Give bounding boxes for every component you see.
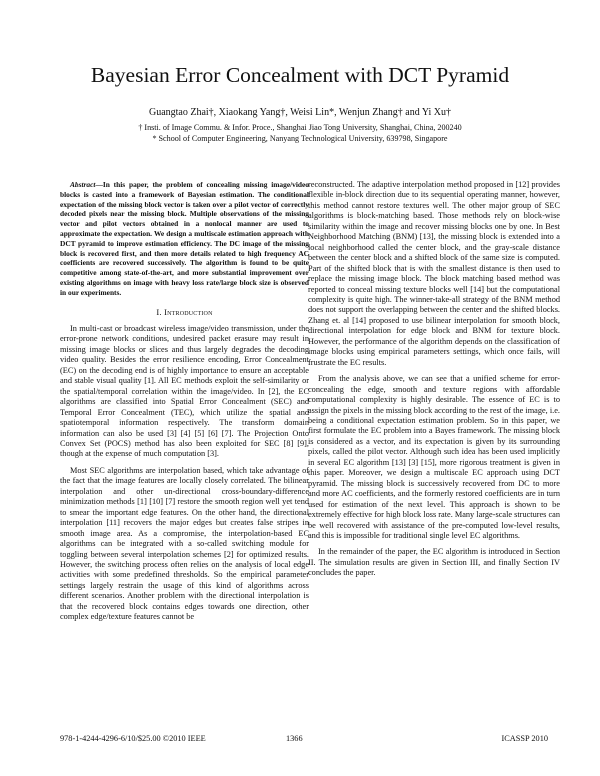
intro-paragraph-2: Most SEC algorithms are interpolation based, which take advantage of the fact that the image features are locally closely correlated. The bilinear interpolation and other un-directional cross-boundary-difference minimization methods [1] [10] [7] restore the smooth region well yet tend to smear the important edge features. On the other hand, the directional interpolation [11] recovers the major edges but creates false stripes in smooth image area. As a compromise, the interpolation-based EC algorithms can be integrated with a so-called switching module for toggling between several interpolation schemes [2] for optimized results. However, the switching process often relies on the analysis of local edge activities with some predefined thresholds. So the empirical parameter settings largely restrain the usage of this kind of algorithms across different scenarios. Another problem with the directional interpolation is that the recovered block contains edges towards one direction, other complex edge/texture features cannot be: [60, 465, 309, 622]
affiliation-ntu: * School of Computer Engineering, Nanyang Technological University, 639798, Singapore: [152, 134, 448, 143]
abstract-lead: Abstract: [70, 180, 96, 189]
affiliations: [0, 122, 600, 144]
author-list: Guangtao Zhai†, Xiaokang Yang†, Weisi Lin*, Wenjun Zhang† and Yi Xu†: [148, 107, 452, 118]
footer-venue: ICASSP 2010: [501, 734, 548, 743]
abstract: [60, 180, 309, 298]
page-footer: [0, 733, 600, 745]
intro-paragraph-3: From the analysis above, we can see that a unified scheme for error-concealing the edge, smooth and texture regions with affordable computational complexity is highly desirable. The essence of EC is to assign the pixels in the missing block according to the rest of the image, i.e. being a conditional expectation estimation problem. So in this paper, we first formulate the EC problem into a Bayes framework. The missing block is considered as a vector, and its expectation is given by its surrounding pixels, called the pilot vector. Although such idea has been used implicitly in several EC algorithm [13] [3] [15], more rigorous treatment is given in this paper. Moreover, we design a multiscale EC approach using DCT pyramid. The missing block is successively recovered from DC to more and more AC coefficients, and the formerly restored coefficients are in turn used for estimation of the next level. This approach is shown to be extremely effective for high block loss rate. Many large-scale structures can be well recovered with assistance of the pre-computed low-level results, and this is impossible for traditional single level EC algorithms.: [308, 374, 560, 540]
left-column: [60, 180, 309, 623]
footer-isbn: 978-1-4244-4296-6/10/$25.00 ©2010 IEEE: [60, 734, 206, 743]
intro-paragraph-1: In multi-cast or broadcast wireless image/video transmission, under the error-prone network conditions, undesired packet erasure may result in missing image blocks or slices and thus largely degrades the decoding video quality. Besides the error resilience encoding, Error Concealment (EC) on the decoding end is of highly importance to ensure an acceptable and stable visual quality [1]. All EC methods exploit the self-similarity or the spatial/temporal correlation within the image/video. In [2], the EC algorithms are classified into Spatial Error Concealment (SEC) and Temporal Error Concealment (TEC), which utilize the spatial and spatiotemporal information respectively. The transform domain information can also be used [3] [4] [5] [6] [7]. The Projection Onto Convex Set (POCS) method has also been exploited for SEC [8] [9], though at the expense of much computation [3].: [60, 324, 309, 459]
paper-title: Bayesian Error Concealment with DCT Pyramid: [90, 63, 510, 87]
section-heading-introduction: [60, 307, 309, 317]
intro-paragraph-2-continued: reconstructed. The adaptive interpolation method proposed in [12] provides flexible in-block direction due to its sequential operating manner, however, this method cannot restore textures well. The other major group of SEC algorithms is block-matching based. Those methods rely on block-wise similarity within the image and recover missing blocks one by one. In Best Neighborhood Matching (BNM) [13], the missing block is extended into a local neighborhood called the center block, and the gray-scale distance between the center block and a shifted block of the same size is computed. Part of the shifted block that is with the smallest distance is then used to replace the missing image block. The block matching based method was reported to conceal missing texture blocks well [14] but the computational complexity is quite high. The winner-take-all strategy of the BNM method does not support the overlapping between the center and the shifted blocks. Zhang et. al [14] proposed to use bilinear interpolation for smooth block, directional interpolation for edge block and BNM for texture block. However, the performance of the algorithm depends on the classification of image blocks using empirical parameters settings, which once fails, will frustrate the EC results.: [308, 180, 560, 367]
intro-paragraph-4: In the remainder of the paper, the EC algorithm is introduced in Section II. The simulation results are given in Section III, and finally Section IV concludes the paper.: [308, 547, 560, 578]
footer-page-number: 1366: [286, 734, 303, 743]
section-number: I.: [156, 306, 162, 317]
abstract-body: —In this paper, the problem of concealing missing image/video blocks is casted into a framework of Bayesian estimation. The conditional expectation of the missing block vector is taken over a pilot vector of correctly decoded pixels near the missing block. Multiple observations of the missing vector and pilot vectors obtained in a nonlocal manner are used to approximate the expectation. We design a multiscale estimation approach with DCT pyramid to improve estimation efficiency. The DC image of the missing block is recovered first, and then more details related to high frequency AC coefficients are recovered successively. The algorithm is found to be quite competitive among state-of-the-art, and more substantial improvement over existing algorithms on image with heavy loss rate/large block size is observed in our experiments.: [60, 180, 309, 297]
section-title: Introduction: [164, 306, 213, 317]
right-column: [308, 180, 560, 579]
affiliation-sjtu: † Insti. of Image Commu. & Infor. Proce., Shanghai Jiao Tong University, Shanghai, China, 200240: [138, 123, 462, 132]
